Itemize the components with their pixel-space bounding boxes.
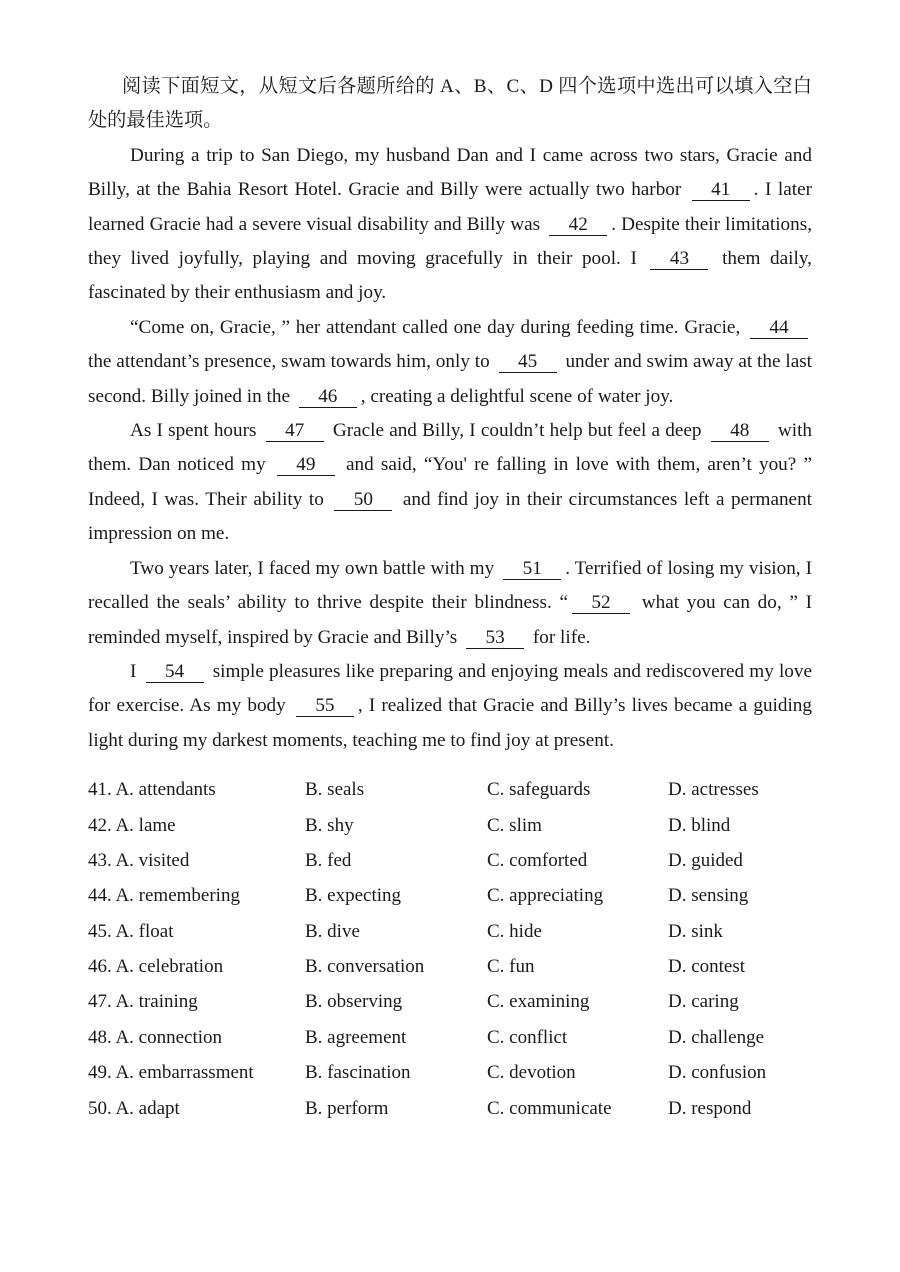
passage-paragraph xyxy=(88,655,812,758)
answer-blank: 47 xyxy=(266,421,324,442)
question-option-c: C. comforted xyxy=(487,849,588,871)
question-option-d: D. blind xyxy=(668,814,731,836)
passage-text: . Terrified of losing my vision, I recalled the seals’ ability to thrive despite their blindness. “ xyxy=(88,557,812,614)
question-option-d: D. sink xyxy=(668,920,723,942)
question-option-d: D. sensing xyxy=(668,885,749,907)
answer-blank: 54 xyxy=(146,662,204,683)
question-row xyxy=(88,1020,812,1055)
passage-paragraph xyxy=(88,414,812,552)
answer-blank: 45 xyxy=(499,352,557,373)
passage-text: with them. Dan noticed my xyxy=(88,420,813,476)
question-row xyxy=(88,808,812,843)
options-list xyxy=(88,772,812,1126)
passage-text: . I later learned Gracie had a severe visual disability and Billy was xyxy=(88,179,812,235)
passage-text: under and swim away at the last second. Billy joined in the xyxy=(88,351,813,407)
question-row xyxy=(88,949,812,984)
question-option-a: 42. A. lame xyxy=(88,814,176,836)
passage-text: , I realized that Gracie and Billy’s lives became a guiding light during my darkest moments, teaching me to find joy at present. xyxy=(88,695,812,751)
question-option-d: D. confusion xyxy=(668,1062,767,1084)
question-option-c: C. slim xyxy=(487,814,542,836)
question-option-d: D. challenge xyxy=(668,1026,765,1048)
question-row xyxy=(88,1055,812,1090)
passage-paragraph xyxy=(88,139,812,311)
question-option-c: C. hide xyxy=(487,920,542,942)
question-row xyxy=(88,878,812,913)
passage-text: Gracle and Billy, I couldn’t help but feel a deep xyxy=(327,420,707,442)
answer-blank: 44 xyxy=(750,318,808,339)
question-option-b: B. conversation xyxy=(305,956,425,978)
answer-blank: 50 xyxy=(334,490,392,511)
answer-blank: 49 xyxy=(277,455,335,476)
question-option-a: 45. A. float xyxy=(88,920,174,942)
passage-text: the attendant’s presence, swam towards him, only to xyxy=(88,351,495,373)
passage-text: for life. xyxy=(528,626,591,648)
passage-text: and said, “You' re falling in love with them, aren’t you? ” Indeed, I was. Their ability to xyxy=(88,454,812,510)
question-option-c: C. appreciating xyxy=(487,885,604,907)
answer-blank: 55 xyxy=(296,696,354,717)
answer-blank: 42 xyxy=(549,215,607,236)
question-option-b: B. fascination xyxy=(305,1062,411,1084)
passage-text: As I spent hours xyxy=(130,420,262,442)
passage-text: what you can do, ” I reminded myself, inspired by Gracie and Billy’s xyxy=(88,592,812,648)
question-option-d: D. caring xyxy=(668,991,739,1013)
question-option-c: C. communicate xyxy=(487,1097,612,1119)
question-option-a: 44. A. remembering xyxy=(88,885,240,907)
answer-blank: 41 xyxy=(692,180,750,201)
question-option-a: 47. A. training xyxy=(88,991,198,1013)
passage-text: Two years later, I faced my own battle with my xyxy=(130,557,500,579)
instruction-text: 阅读下面短文，从短文后各题所给的 A、B、C、D 四个选项中选出可以填入空白处的最佳选项。 xyxy=(88,76,812,132)
question-option-d: D. contest xyxy=(668,956,746,978)
question-option-b: B. perform xyxy=(305,1097,389,1119)
question-row xyxy=(88,984,812,1019)
answer-blank: 51 xyxy=(503,559,561,580)
passage-text: them daily, fascinated by their enthusiasm and joy. xyxy=(88,248,812,304)
answer-blank: 53 xyxy=(466,628,524,649)
passage-text: I xyxy=(130,660,142,682)
passage-text: and find joy in their circumstances left a permanent impression on me. xyxy=(88,488,812,545)
question-option-b: B. observing xyxy=(305,991,403,1013)
question-row xyxy=(88,914,812,949)
answer-blank: 43 xyxy=(650,249,708,270)
question-row xyxy=(88,843,812,878)
passage-text: “Come on, Gracie, ” her attendant called one day during feeding time. Gracie, xyxy=(130,316,746,338)
passage-paragraph xyxy=(88,552,812,655)
question-option-c: C. conflict xyxy=(487,1026,568,1048)
question-option-c: C. devotion xyxy=(487,1062,576,1084)
answer-blank: 46 xyxy=(299,387,357,408)
question-option-c: C. fun xyxy=(487,956,535,978)
question-option-d: D. actresses xyxy=(668,779,759,801)
passage-text: . Despite their limitations, they lived joyfully, playing and moving gracefully in their pool. I xyxy=(88,213,812,270)
question-option-b: B. agreement xyxy=(305,1026,407,1048)
question-row xyxy=(88,1091,812,1126)
question-option-b: B. dive xyxy=(305,920,360,942)
passage-text: , creating a delightful scene of water joy. xyxy=(360,385,674,407)
question-option-c: C. examining xyxy=(487,991,590,1013)
question-option-b: B. shy xyxy=(305,814,354,836)
passage-text: During a trip to San Diego, my husband Dan and I came across two stars, Gracie and Billy, at the Bahia Resort Hotel. Gracie and Billy were actually two harbor xyxy=(88,144,812,201)
passage-paragraph xyxy=(88,311,812,414)
answer-blank: 52 xyxy=(572,593,630,614)
question-option-a: 43. A. visited xyxy=(88,849,190,871)
question-option-b: B. fed xyxy=(305,849,352,871)
question-row xyxy=(88,772,812,807)
question-option-d: D. respond xyxy=(668,1097,752,1119)
passage-text: simple pleasures like preparing and enjoying meals and rediscovered my love for exercise. As my body xyxy=(88,660,812,717)
question-option-a: 50. A. adapt xyxy=(88,1097,180,1119)
question-option-b: B. expecting xyxy=(305,885,402,907)
question-option-a: 48. A. connection xyxy=(88,1026,223,1048)
answer-blank: 48 xyxy=(711,421,769,442)
question-option-d: D. guided xyxy=(668,849,743,871)
question-option-a: 41. A. attendants xyxy=(88,779,216,801)
question-option-b: B. seals xyxy=(305,779,365,801)
passage xyxy=(88,139,812,758)
question-option-a: 49. A. embarrassment xyxy=(88,1062,254,1084)
question-option-c: C. safeguards xyxy=(487,779,591,801)
document-page xyxy=(88,70,812,1126)
question-option-a: 46. A. celebration xyxy=(88,956,224,978)
